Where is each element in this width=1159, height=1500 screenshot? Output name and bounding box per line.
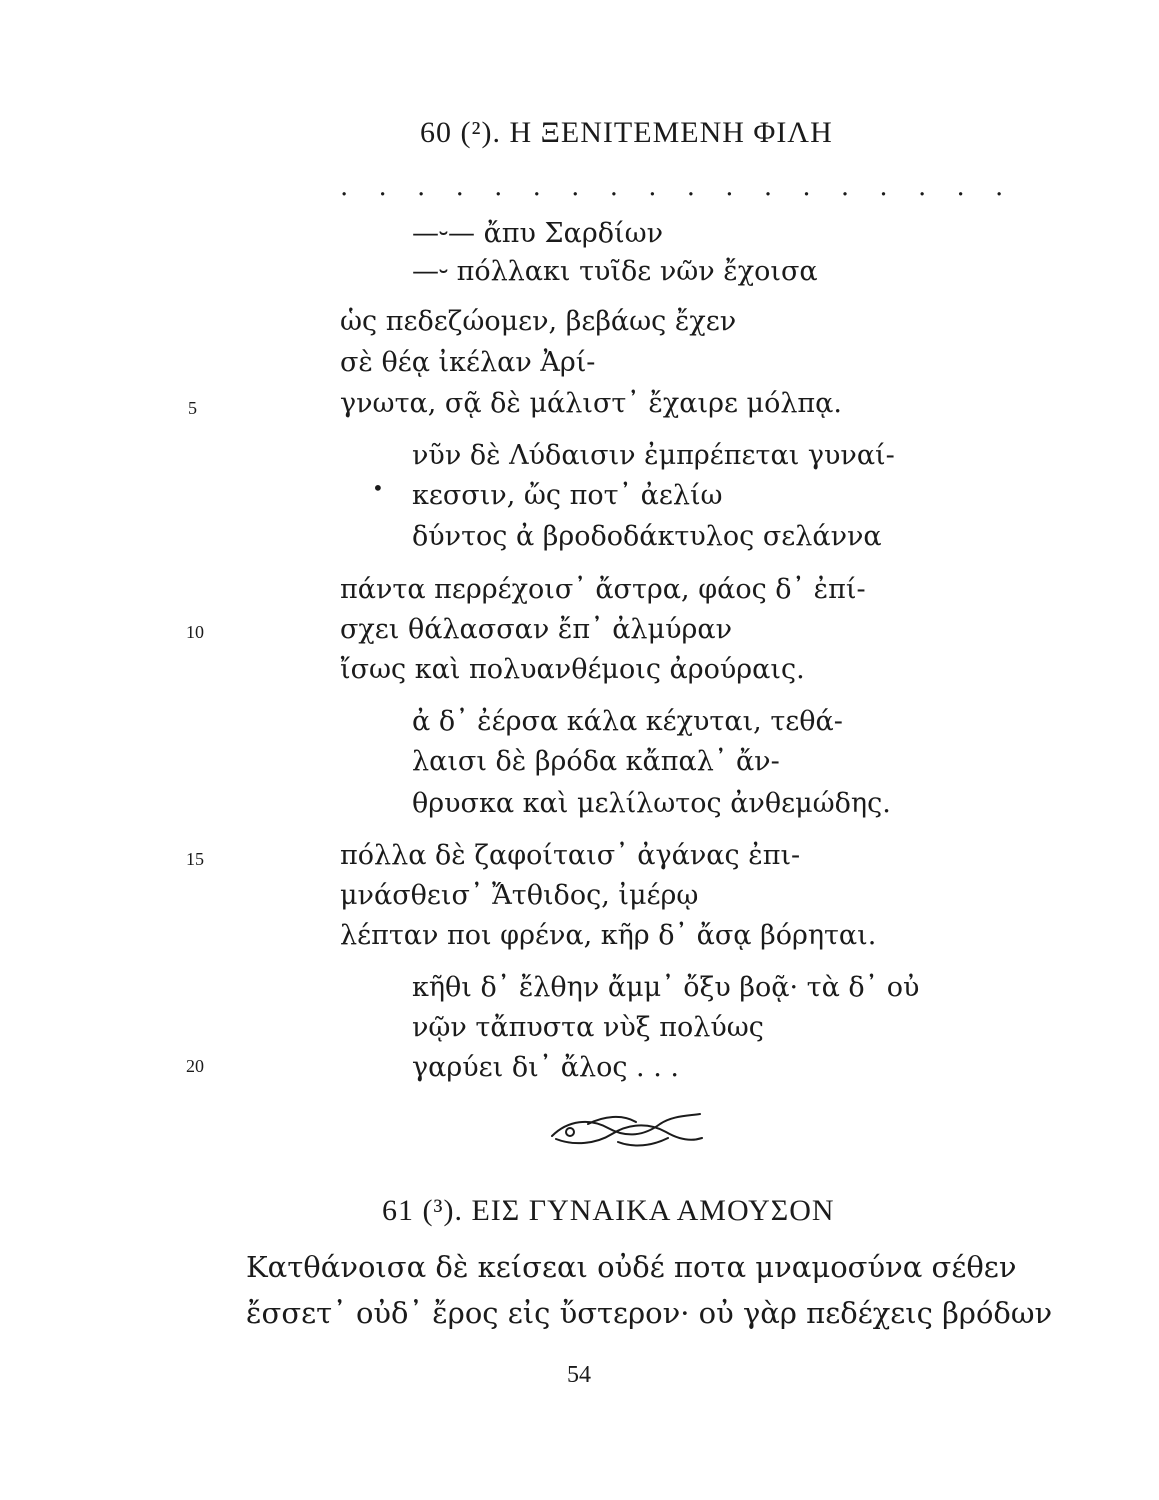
verse-line: ἴσως καὶ πολυανθέμοις ἀρούραις.	[340, 654, 805, 685]
verse-line: πόλλα δὲ ζαφοίταισ᾽ ἀγάνας ἐπι-	[340, 840, 801, 871]
verse-line: λέπταν ποι φρένα, κῆρ δ᾽ ἄσᾳ βόρηται.	[340, 920, 877, 951]
verse-line: —⏑— ἄπυ Σαρδίων	[412, 218, 664, 249]
line-number: 15	[186, 849, 204, 869]
verse-line: ὡς πεδεζώομεν, βεβάως ἔχεν	[340, 306, 737, 337]
verse-line: ἀ δ᾽ ἐέρσα κάλα κέχυται, τεθά-	[412, 706, 843, 737]
verse-line: κεσσιν, ὤς ποτ᾽ ἀελίω	[412, 480, 723, 511]
line-number: 10	[186, 622, 204, 642]
verse-line: ἔσσετ᾽ οὐδ᾽ ἔρος εἰς ὔστερον· οὐ γὰρ πεδέχεις βρόδων	[246, 1296, 1053, 1330]
verse-line: νῦν δὲ Λύδαισιν ἐμπρέπεται γυναί-	[412, 440, 895, 471]
verse-line: νῷν τἄπυστα νὺξ πολύως	[412, 1012, 764, 1043]
stray-mark: •	[372, 476, 384, 500]
verse-line: λαισι δὲ βρόδα κἄπαλ᾽ ἄν-	[412, 746, 780, 777]
lacuna-dots: . . . . . . . . . . . . . . . . . .	[340, 172, 1015, 202]
verse-line: γνωτα, σᾷ δὲ μάλιστ᾽ ἔχαιρε μόλπᾳ.	[340, 388, 842, 419]
verse-line: Κατθάνοισα δὲ κείσεαι οὐδέ ποτα μναμοσύνα σέθεν	[246, 1250, 1017, 1284]
verse-line: πάντα περρέχοισ᾽ ἄστρα, φάος δ᾽ ἐπί-	[340, 574, 866, 605]
verse-line: γαρύει δι᾽ ἄλος . . .	[412, 1052, 679, 1083]
verse-line: σχει θάλασσαν ἔπ᾽ ἀλμύραν	[340, 614, 733, 645]
verse-line: μνάσθεισ᾽ Ἄτθιδος, ἰμέρῳ	[340, 880, 699, 911]
verse-line: σὲ θέᾳ ἰκέλαν Ἀρί-	[340, 347, 596, 378]
verse-line: δύντος ἀ βροδοδάκτυλος σελάννα	[412, 521, 882, 552]
page-number: 54	[567, 1362, 591, 1388]
line-number: 5	[188, 398, 197, 418]
verse-line: —⏑ πόλλακι τυῖδε νῶν ἔχοισα	[412, 256, 818, 287]
poem-61-title: 61 (³). ΕΙΣ ΓΥΝΑΙΚΑ ΑΜΟΥΣΟΝ	[382, 1194, 835, 1227]
line-number: 20	[186, 1056, 204, 1076]
fleuron-ornament-icon	[548, 1106, 706, 1152]
verse-line: θρυσκα καὶ μελίλωτος ἀνθεμώδης.	[412, 788, 891, 819]
verse-line: κῆθι δ᾽ ἔλθην ἄμμ᾽ ὄξυ βοᾷ· τὰ δ᾽ οὐ	[412, 972, 920, 1003]
poem-60-title: 60 (²). Η ΞΕΝΙΤΕΜΕΝΗ ΦΙΛΗ	[420, 116, 833, 149]
